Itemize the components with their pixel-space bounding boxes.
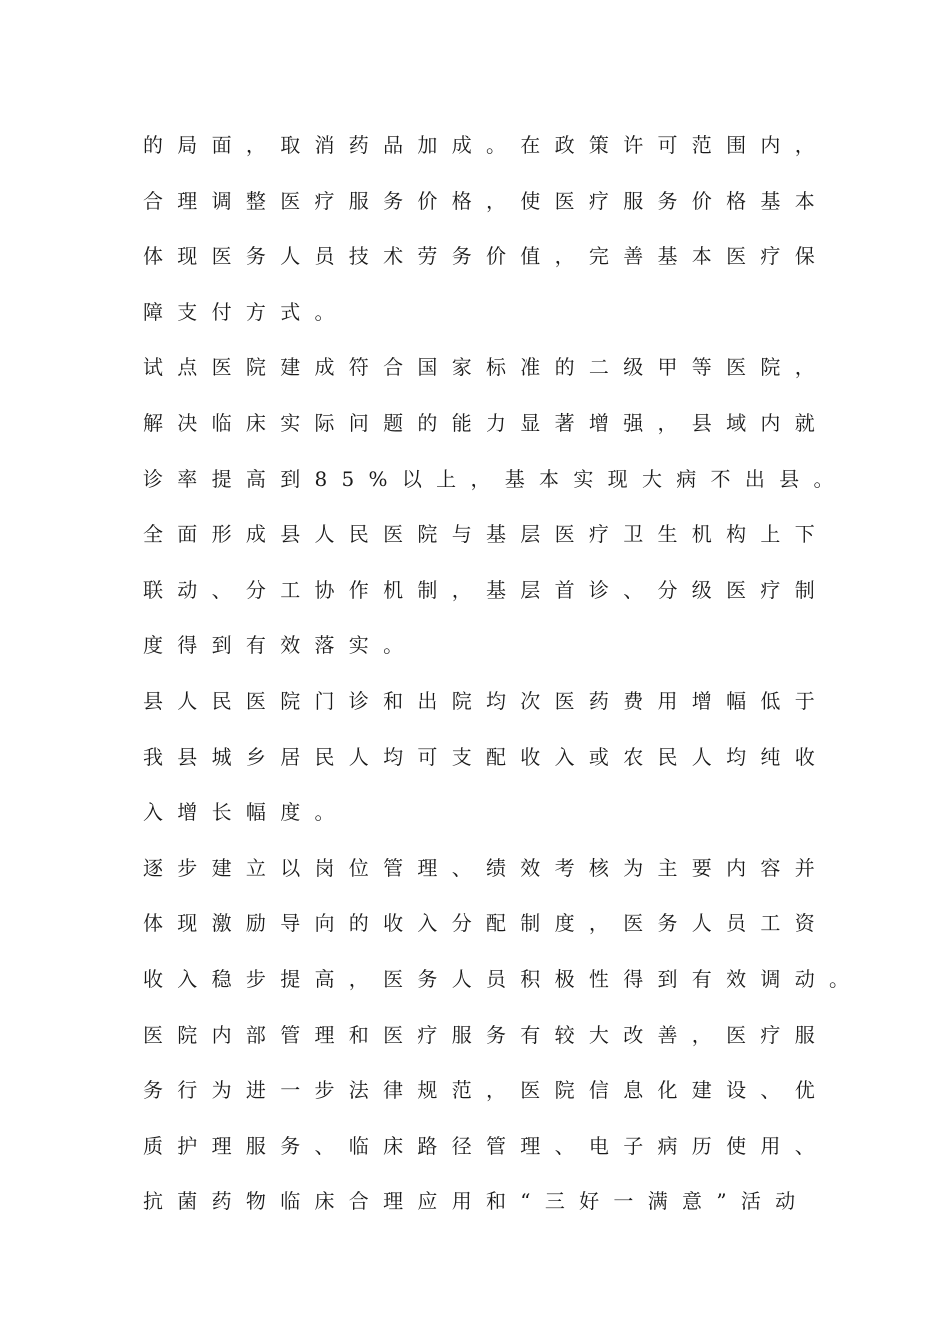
text-line-14: 逐步建立以岗位管理、绩效考核为主要内容并 <box>143 855 829 880</box>
text-line-15: 体现激励导向的收入分配制度，医务人员工资 <box>143 911 829 936</box>
text-line-5: 试点医院建成符合国家标准的二级甲等医院， <box>143 355 829 380</box>
text-line-1: 的局面，取消药品加成。在政策许可范围内， <box>143 133 829 157</box>
text-line-12: 我县城乡居民人均可支配收入或农民人均纯收 <box>143 744 829 769</box>
text-line-20: 抗菌药物临床合理应用和“三好一满意”活动 <box>143 1189 810 1214</box>
text-line-7: 诊率提高到85%以上，基本实现大病不出县。 <box>143 466 848 491</box>
text-line-16: 收入稳步提高，医务人员积极性得到有效调动。 <box>143 966 864 991</box>
text-line-10: 度得到有效落实。 <box>143 633 418 658</box>
text-line-9: 联动、分工协作机制，基层首诊、分级医疗制 <box>143 577 829 602</box>
text-line-17: 医院内部管理和医疗服务有较大改善，医疗服 <box>143 1022 829 1047</box>
text-line-4: 障支付方式。 <box>143 299 349 324</box>
text-line-18: 务行为进一步法律规范，医院信息化建设、优 <box>143 1078 829 1103</box>
text-line-8: 全面形成县人民医院与基层医疗卫生机构上下 <box>143 522 829 547</box>
text-line-3: 体现医务人员技术劳务价值，完善基本医疗保 <box>143 244 829 269</box>
text-line-6: 解决临床实际问题的能力显著增强，县域内就 <box>143 410 829 435</box>
text-line-11: 县人民医院门诊和出院均次医药费用增幅低于 <box>143 688 829 713</box>
text-line-13: 入增长幅度。 <box>143 800 349 825</box>
text-line-19: 质护理服务、临床路径管理、电子病历使用、 <box>143 1133 829 1158</box>
body-text <box>143 125 864 1237</box>
text-line-2: 合理调整医疗服务价格，使医疗服务价格基本 <box>143 188 829 213</box>
